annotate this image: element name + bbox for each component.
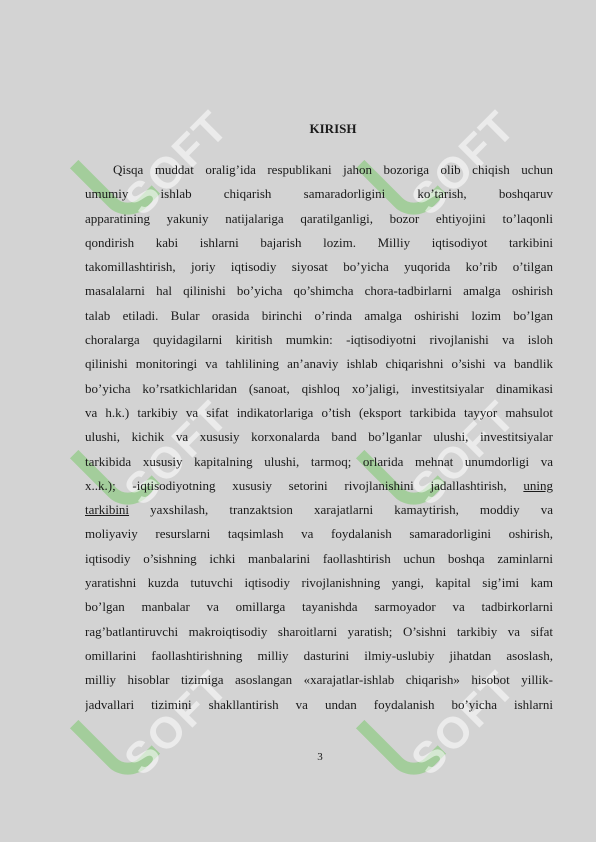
text-line: tarkibida xususiy kapitalning ulushi, tarmoq; orlarida mehnat unumdorligi va [85, 453, 553, 469]
text-line: Qisqa muddat oralig’ida respublikani jahon bozoriga olib chiqish uchun [113, 162, 553, 177]
text-line: iqtisodiy o’sishning ichki manbalarini faollashtirish uchun boshqa zaminlarni [85, 550, 553, 566]
text-line: qondirish kabi ishlarni bajarish lozim. Milliy iqtisodiyot tarkibini [85, 234, 553, 250]
watermark-text: SOFT [115, 391, 239, 515]
text-line: choralarga quyidagilarni kiritish mumkin: -iqtisodiyotni rivojlanishi va isloh [85, 332, 553, 348]
text-line: moliyaviy resurslarni taqsimlash va foydalanish samaradorligini oshirish, [85, 526, 553, 542]
text-line: yaratishni kuzda tutuvchi iqtisodiy rivojlanishning yangi, kapital sig’imi kam [85, 575, 553, 591]
text-line: bo’yicha ko’rsatkichlaridan (sanoat, qishloq xo’jaligi, investitsiyalar dinamikasi [85, 380, 553, 396]
text-line: jadvallari tizimini shakllantirish va undan foydalanish bo’yicha ishlarni [85, 696, 553, 712]
text-line: masalalarni hal qilinishi bo’yicha qo’shimcha chora-tadbirlarni amalga oshirish [85, 283, 553, 299]
text-line-with-underline [85, 498, 553, 522]
underlined-word: uning [523, 477, 553, 493]
watermark-text: SOFT [402, 101, 526, 225]
text-line: va h.k.) tarkibiy va sifat indikatorlariga o’tish (eksport tarkibida tayyor mahsulot [85, 404, 553, 420]
text-line: takomillashtirish, joriy iqtisodiy siyosat bo’yicha yuqorida ko’rib o’tilgan [85, 259, 553, 275]
text-line: bo’lgan manbalar va omillarga tayanishda sarmoyador va tadbirkorlarni [85, 599, 553, 615]
page-number: 3 [317, 751, 323, 763]
body-paragraph [85, 158, 553, 717]
watermark-text: SOFT [402, 661, 526, 785]
text-line: omillarini faollashtirishning milliy dasturini ilmiy-uslubiy jihatdan asoslash, [85, 647, 553, 663]
underlined-word: tarkibini [85, 502, 130, 518]
text-segment: yaxshilash, tranzaktsion xarajatlarni kamaytirish, moddiy va [150, 502, 553, 518]
text-line: talab etiladi. Bular orasida birinchi o’rinda amalga oshirishi lozim bo’lgan [85, 307, 553, 323]
text-line: umumiy ishlab chiqarish samaradorligini ko’tarish, boshqaruv [85, 186, 553, 202]
text-line: qilinishi monitoringi va tahlilining an’anaviy ishlab chiqarishni o’sishi va bandlik [85, 356, 553, 372]
watermark-text: SOFT [115, 661, 239, 785]
text-line: rag’batlantiruvchi makroiqtisodiy sharoitlarni yaratish; O’sishni tarkibiy va sifat [85, 623, 553, 639]
page-title: KIRISH [309, 121, 357, 136]
text-segment: x..k.); -iqtisodiyotning xususiy setorini rivojlanishini jadallashtirish, [85, 477, 507, 493]
text-line: apparatining yakuniy natijalariga qaratilganligi, bozor ehtiyojini to’laqonli [85, 210, 553, 226]
text-line-with-underline [85, 474, 553, 498]
text-line: milliy hisoblar tizimiga asoslangan «xarajatlar-ishlab chiqarish» hisobot yillik- [85, 672, 553, 688]
watermark-text: SOFT [402, 391, 526, 515]
text-line: ulushi, kichik va xususiy korxonalarda band bo’lganlar ulushi, investitsiyalar [85, 429, 553, 445]
watermark-text: SOFT [115, 101, 239, 225]
